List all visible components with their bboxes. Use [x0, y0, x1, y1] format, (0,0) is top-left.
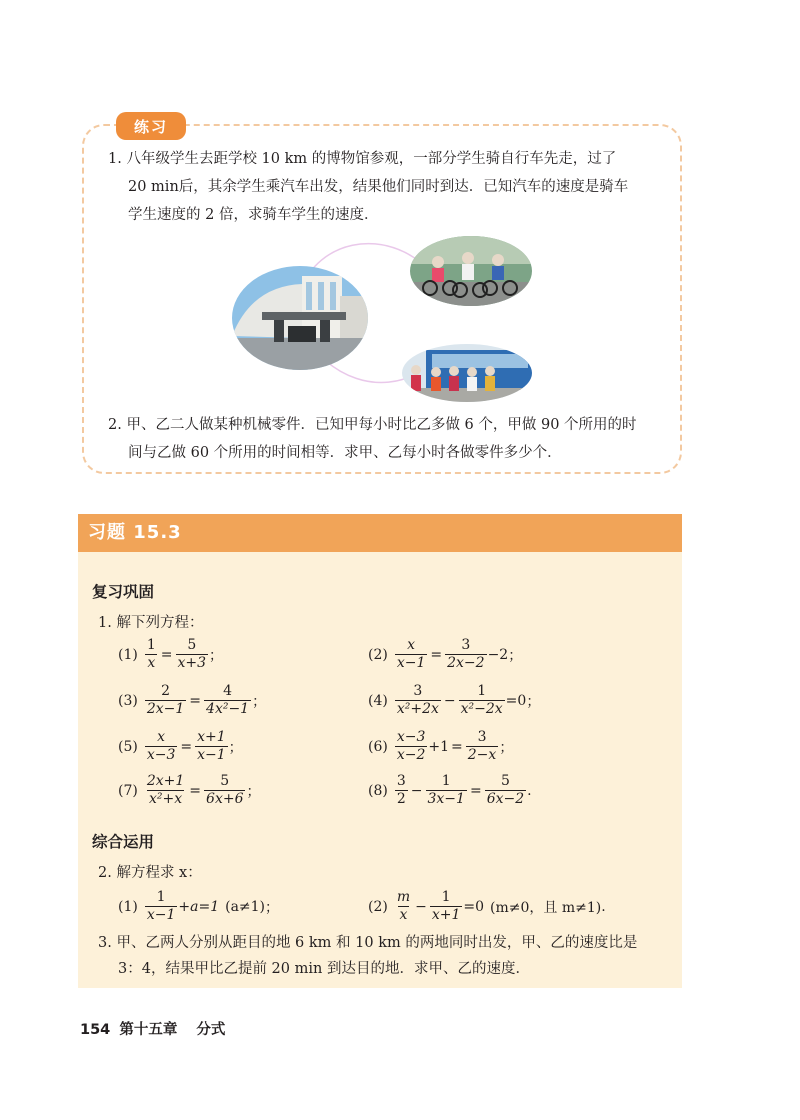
practice-q1-line2: 20 min后，其余学生乘汽车出发，结果他们同时到达．已知汽车的速度是骑车 [128, 179, 629, 195]
equation-1-8: (8) $\frac{3}{2}$ − $\frac{1}{3x-1}$ = $\frac{5}{6x-2}$ . [368, 773, 532, 807]
practice-q1-line3: 学生速度的 2 倍，求骑车学生的速度． [128, 207, 379, 223]
practice-q1-line1: 1. 八年级学生去距学校 10 km 的博物馆参观，一部分学生骑自行车先走，过了 [108, 151, 617, 167]
equation-1-2: (2) $\frac{x}{x-1}$ = $\frac{3}{2x-2}$ −2 ； [368, 637, 523, 671]
equation-1-3: (3) $\frac{2}{2x-1}$ = $\frac{4}{\text{4x²−1}}$ ； [118, 683, 267, 717]
question-1: 1. 解下列方程： [98, 615, 204, 631]
equation-2-2: (2) $\frac{m}{x}$ − $\frac{1}{x+1}$ =0 (m≠0，且 m≠1) . [368, 889, 606, 923]
bus-photo [402, 344, 532, 402]
equation-2-1: (1) $\frac{1}{x-1}$ +a=1 (a≠1) ； [118, 889, 280, 923]
cyclists-photo [410, 236, 532, 306]
question-3-line2: 3：4，结果甲比乙提前 20 min 到达目的地．求甲、乙的速度． [118, 961, 530, 977]
question-3-line1: 3. 甲、乙两人分别从距目的地 6 km 和 10 km 的两地同时出发，甲、乙的速度比是 [98, 935, 638, 951]
question-2: 2. 解方程求 x： [98, 865, 202, 881]
equation-1-7: (7) $\frac{2x+1}{\text{x²+x}}$ = $\frac{5}{6x+6}$ ； [118, 773, 261, 807]
review-heading: 复习巩固 [92, 583, 155, 601]
equation-1-1: (1) $\frac{1}{x}$ = $\frac{5}{x+3}$ ； [118, 637, 224, 671]
practice-tab: 练习 [116, 112, 186, 140]
chapter-label: 第十五章 [119, 1022, 178, 1038]
museum-photo [232, 266, 368, 370]
chapter-title: 分式 [196, 1022, 226, 1038]
page-number: 154 [80, 1022, 111, 1038]
equation-1-5: (5) $\frac{x}{x-3}$ = $\frac{x+1}{x-1}$ ； [118, 729, 243, 763]
page-footer [80, 1018, 225, 1039]
practice-q2-line1: 2. 甲、乙二人做某种机械零件．已知甲每小时比乙多做 6 个，甲做 90 个所用的时 [108, 417, 637, 433]
exercise-title: 习题 15.3 [88, 522, 182, 543]
equation-1-4: (4) $\frac{3}{\text{x²+2x}}$ − $\frac{1}{\text{x²−2x}}$ =0 ； [368, 683, 541, 717]
equation-1-6: (6) $\frac{x-3}{x-2}$ +1 = $\frac{3}{2-x}$ ； [368, 729, 514, 763]
apply-heading: 综合运用 [92, 833, 155, 851]
practice-q2-line2: 间与乙做 60 个所用的时间相等．求甲、乙每小时各做零件多少个． [128, 445, 562, 461]
